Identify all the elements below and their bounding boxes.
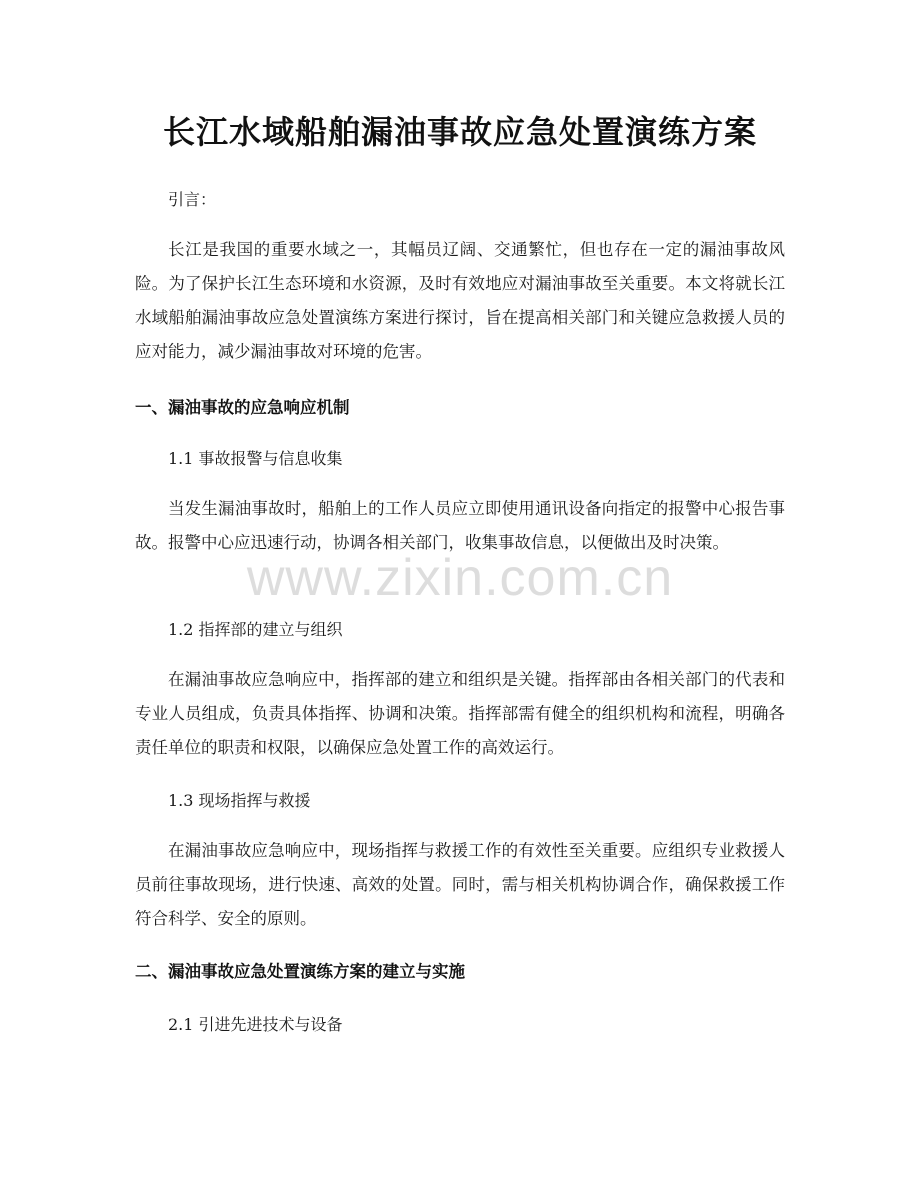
section2-heading: 二、漏油事故应急处置演练方案的建立与实施 (135, 962, 465, 981)
section1-sub3-title: 1.3 现场指挥与救援 (168, 791, 311, 810)
watermark: www.zixin.com.cn (246, 549, 674, 607)
section1-sub1-text: 当发生漏油事故时，船舶上的工作人员应立即使用通讯设备向指定的报警中心报告事故。报警中心应迅速行动，协调各相关部门，收集事故信息，以便做出及时决策。 (135, 499, 785, 552)
section1-sub2-title: 1.2 指挥部的建立与组织 (168, 620, 343, 639)
document-title: 长江水域船舶漏油事故应急处置演练方案 (162, 113, 757, 151)
intro-paragraph: 长江是我国的重要水域之一，其幅员辽阔、交通繁忙，但也存在一定的漏油事故风险。为了保护长江生态环境和水资源，及时有效地应对漏油事故至关重要。本文将就长江水域船舶漏油事故应急处置演练方案进行探讨，旨在提高相关部门和关键应急救援人员的应对能力，减少漏油事故对环境的危害。 (135, 240, 785, 361)
intro-label: 引言： (168, 190, 217, 209)
section1-sub1-title: 1.1 事故报警与信息收集 (168, 449, 343, 468)
section1-sub3-text: 在漏油事故应急响应中，现场指挥与救援工作的有效性至关重要。应组织专业救援人员前往事故现场，进行快速、高效的处置。同时，需与相关机构协调合作，确保救援工作符合科学、安全的原则。 (135, 841, 785, 928)
section2-sub1-title: 2.1 引进先进技术与设备 (168, 1015, 343, 1034)
section1-sub2-text: 在漏油事故应急响应中，指挥部的建立和组织是关键。指挥部由各相关部门的代表和专业人员组成，负责具体指挥、协调和决策。指挥部需有健全的组织机构和流程，明确各责任单位的职责和权限，以确保应急处置工作的高效运行。 (135, 670, 785, 757)
section1-heading: 一、漏油事故的应急响应机制 (135, 398, 350, 417)
